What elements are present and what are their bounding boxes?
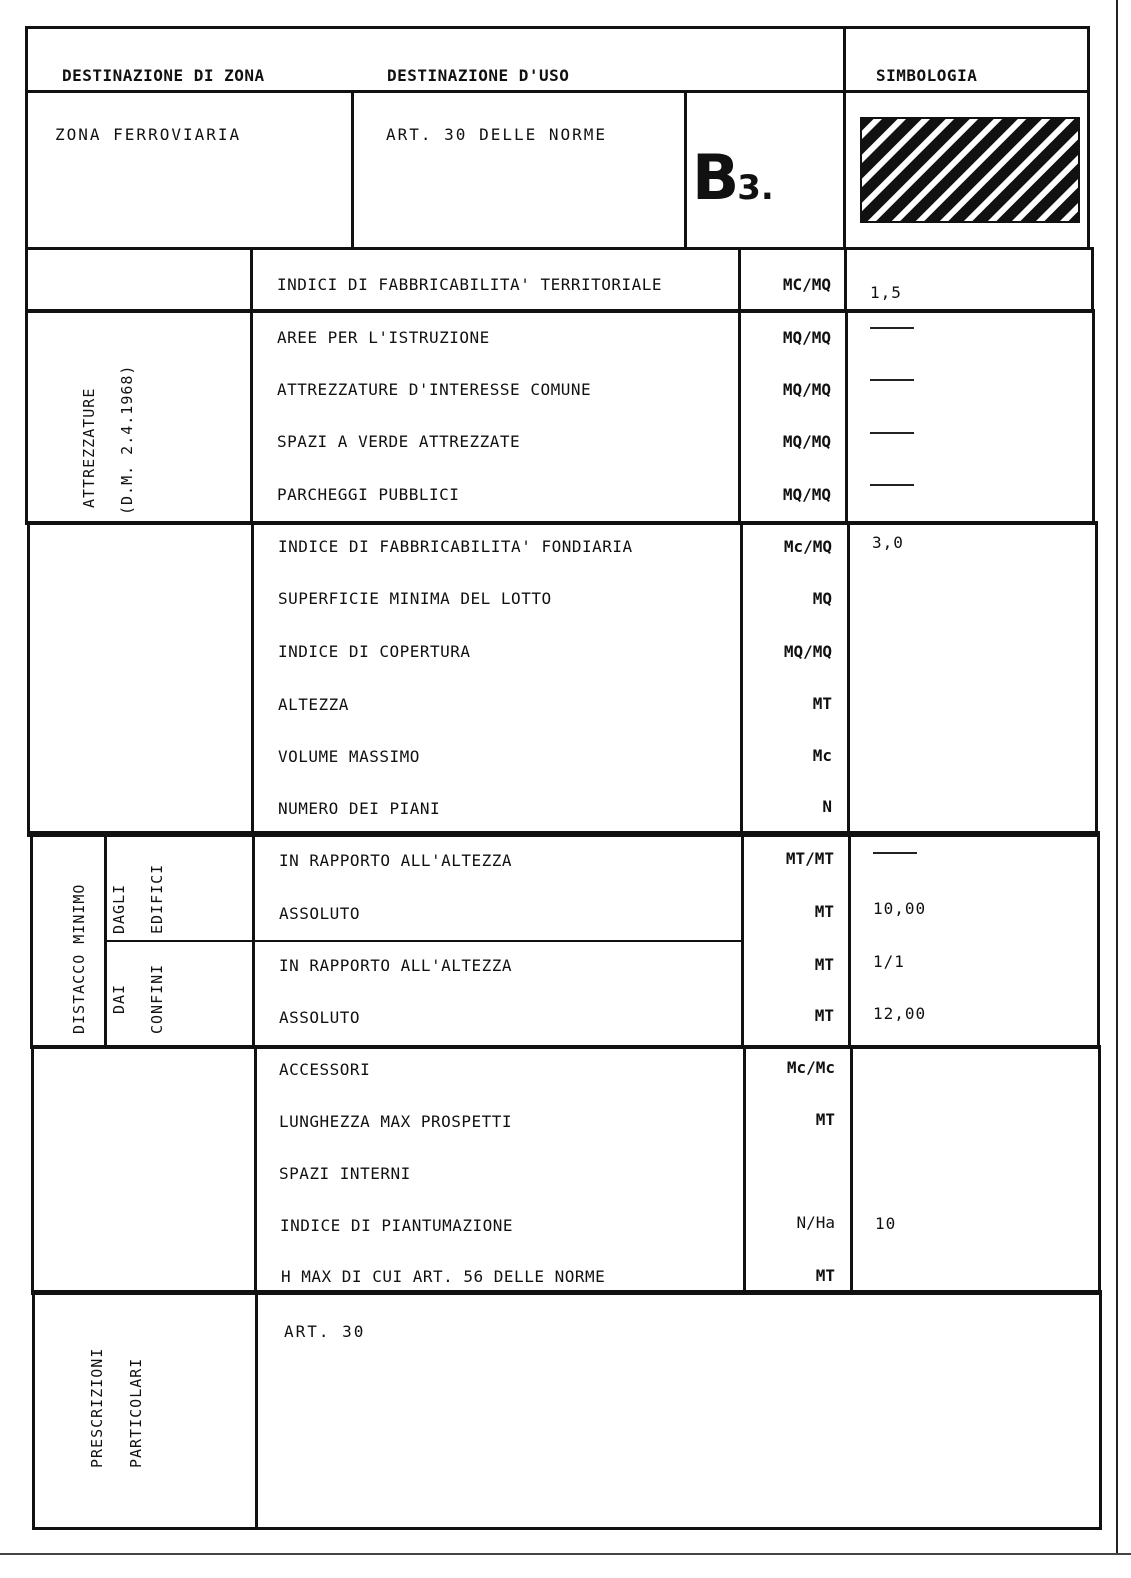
fondiaria-block bbox=[27, 521, 1098, 837]
zone-reference: ART. 30 DELLE NORME bbox=[386, 125, 608, 144]
distacco-row-unit: MT/MT bbox=[785, 849, 834, 868]
zone-code-letter: B bbox=[692, 141, 738, 214]
header-simbologia: SIMBOLOGIA bbox=[876, 66, 978, 85]
distacco-row-label: ASSOLUTO bbox=[279, 904, 361, 923]
diagonal-hatch-icon bbox=[860, 117, 1080, 223]
altri-row-unit: N/Ha bbox=[796, 1213, 835, 1232]
empty-value-dash bbox=[870, 484, 914, 486]
distacco-value-divider bbox=[848, 831, 851, 1049]
fondiaria-row-label: SUPERFICIE MINIMA DEL LOTTO bbox=[278, 589, 552, 608]
fondiaria-left-divider bbox=[251, 521, 254, 837]
territoriale-label: INDICI DI FABBRICABILITA' TERRITORIALE bbox=[277, 275, 663, 294]
territoriale-unit-divider bbox=[738, 247, 741, 313]
distacco-row-label: IN RAPPORTO ALL'ALTEZZA bbox=[279, 851, 513, 870]
altri-block bbox=[31, 1045, 1101, 1295]
altri-value-divider bbox=[850, 1045, 853, 1295]
territoriale-left-divider bbox=[250, 247, 253, 313]
fondiaria-value-divider bbox=[847, 521, 850, 837]
fondiaria-unit-divider bbox=[740, 521, 743, 837]
attrezzature-row-label: AREE PER L'ISTRUZIONE bbox=[277, 328, 490, 347]
zone-code-suffix: 3. bbox=[737, 168, 774, 208]
distacco-row-unit: MT bbox=[814, 1006, 834, 1025]
altri-row-unit: MT bbox=[815, 1110, 835, 1129]
altri-left-divider bbox=[254, 1045, 257, 1295]
distacco-confini-label: DAI bbox=[110, 983, 128, 1014]
fondiaria-row-unit: MQ/MQ bbox=[783, 642, 832, 661]
territoriale-unit: MC/MQ bbox=[782, 275, 831, 294]
distacco-row-unit: MT bbox=[814, 955, 834, 974]
fondiaria-row-unit: MQ bbox=[812, 589, 832, 608]
distacco-row-value: 10,00 bbox=[873, 899, 927, 918]
header-destinazione-uso: DESTINAZIONE D'USO bbox=[387, 66, 570, 85]
prescrizioni-divider bbox=[255, 1290, 258, 1530]
attrezzature-row-unit: MQ/MQ bbox=[782, 328, 831, 347]
fondiaria-row-label: INDICE DI COPERTURA bbox=[278, 642, 471, 661]
empty-value-dash bbox=[870, 379, 914, 381]
territoriale-value-divider bbox=[844, 247, 847, 313]
distacco-row-label: ASSOLUTO bbox=[279, 1008, 361, 1027]
fondiaria-row-label: ALTEZZA bbox=[278, 695, 349, 714]
fondiaria-row-unit: MT bbox=[812, 694, 832, 713]
territoriale-value: 1,5 bbox=[870, 283, 902, 302]
fondiaria-row-label: NUMERO DEI PIANI bbox=[278, 799, 441, 818]
empty-value-dash bbox=[870, 327, 914, 329]
altri-row-label: SPAZI INTERNI bbox=[279, 1164, 411, 1183]
zone-name: ZONA FERROVIARIA bbox=[55, 125, 242, 144]
altri-row-value: 10 bbox=[875, 1214, 897, 1233]
attrezzature-left-divider bbox=[250, 309, 253, 525]
header-divider bbox=[25, 90, 1090, 93]
attrezzature-row-label: ATTREZZATURE D'INTERESSE COMUNE bbox=[277, 380, 592, 399]
header-destinazione-zona: DESTINAZIONE DI ZONA bbox=[62, 66, 265, 85]
altri-unit-divider bbox=[743, 1045, 746, 1295]
attrezzature-row-unit: MQ/MQ bbox=[782, 432, 831, 451]
fondiaria-row-unit: Mc/MQ bbox=[783, 537, 832, 556]
fondiaria-row-unit: N bbox=[822, 797, 832, 816]
distacco-row-value: 12,00 bbox=[873, 1004, 927, 1023]
distacco-row-label: IN RAPPORTO ALL'ALTEZZA bbox=[279, 956, 513, 975]
altri-row-label: INDICE DI PIANTUMAZIONE bbox=[280, 1216, 514, 1235]
attrezzature-row-unit: MQ/MQ bbox=[782, 485, 831, 504]
distacco-unit-divider bbox=[741, 831, 744, 1049]
altri-row-label: ACCESSORI bbox=[279, 1060, 371, 1079]
symbol-column-divider bbox=[843, 26, 846, 250]
distacco-edifici-label: DAGLI bbox=[110, 883, 128, 934]
attrezzature-row-label: SPAZI A VERDE ATTREZZATE bbox=[277, 432, 521, 451]
page-edge-bottom bbox=[0, 1553, 1131, 1555]
attrezzature-group-label: ATTREZZATURE bbox=[80, 387, 98, 508]
altri-row-unit: Mc/Mc bbox=[786, 1058, 835, 1077]
altri-row-unit: MT bbox=[815, 1266, 835, 1285]
prescrizioni-label: PRESCRIZIONI bbox=[88, 1347, 106, 1468]
fondiaria-row-label: VOLUME MASSIMO bbox=[278, 747, 420, 766]
distacco-row-unit: MT bbox=[814, 902, 834, 921]
distacco-group-label: DISTACCO MINIMO bbox=[70, 883, 88, 1034]
attrezzature-block bbox=[25, 309, 1095, 525]
attrezzature-row-label: PARCHEGGI PUBBLICI bbox=[277, 485, 460, 504]
zone-code bbox=[692, 141, 774, 224]
distacco-confini-sublabel: CONFINI bbox=[148, 963, 166, 1034]
empty-value-dash bbox=[870, 432, 914, 434]
distacco-subgroup-divider bbox=[104, 940, 741, 942]
attrezzature-row-unit: MQ/MQ bbox=[782, 380, 831, 399]
zone-name-divider bbox=[351, 90, 354, 250]
page-edge-right bbox=[1116, 0, 1118, 1555]
altri-row-label: LUNGHEZZA MAX PROSPETTI bbox=[279, 1112, 513, 1131]
attrezzature-group-sublabel: (D.M. 2.4.1968) bbox=[118, 364, 136, 515]
prescrizioni-sublabel: PARTICOLARI bbox=[127, 1357, 145, 1468]
altri-row-label: H MAX DI CUI ART. 56 DELLE NORME bbox=[281, 1267, 606, 1286]
attrezzature-unit-divider bbox=[738, 309, 741, 525]
fondiaria-row-label: INDICE DI FABBRICABILITA' FONDIARIA bbox=[278, 537, 633, 556]
attrezzature-value-divider bbox=[845, 309, 848, 525]
fondiaria-row-value: 3,0 bbox=[872, 533, 904, 552]
distacco-row-value: 1/1 bbox=[873, 952, 905, 971]
fondiaria-row-unit: Mc bbox=[812, 746, 832, 765]
prescrizioni-block bbox=[32, 1290, 1102, 1530]
prescrizioni-text: ART. 30 bbox=[284, 1322, 366, 1341]
distacco-edifici-sublabel: EDIFICI bbox=[148, 863, 166, 934]
zone-code-divider bbox=[684, 90, 687, 250]
empty-value-dash bbox=[873, 852, 917, 854]
